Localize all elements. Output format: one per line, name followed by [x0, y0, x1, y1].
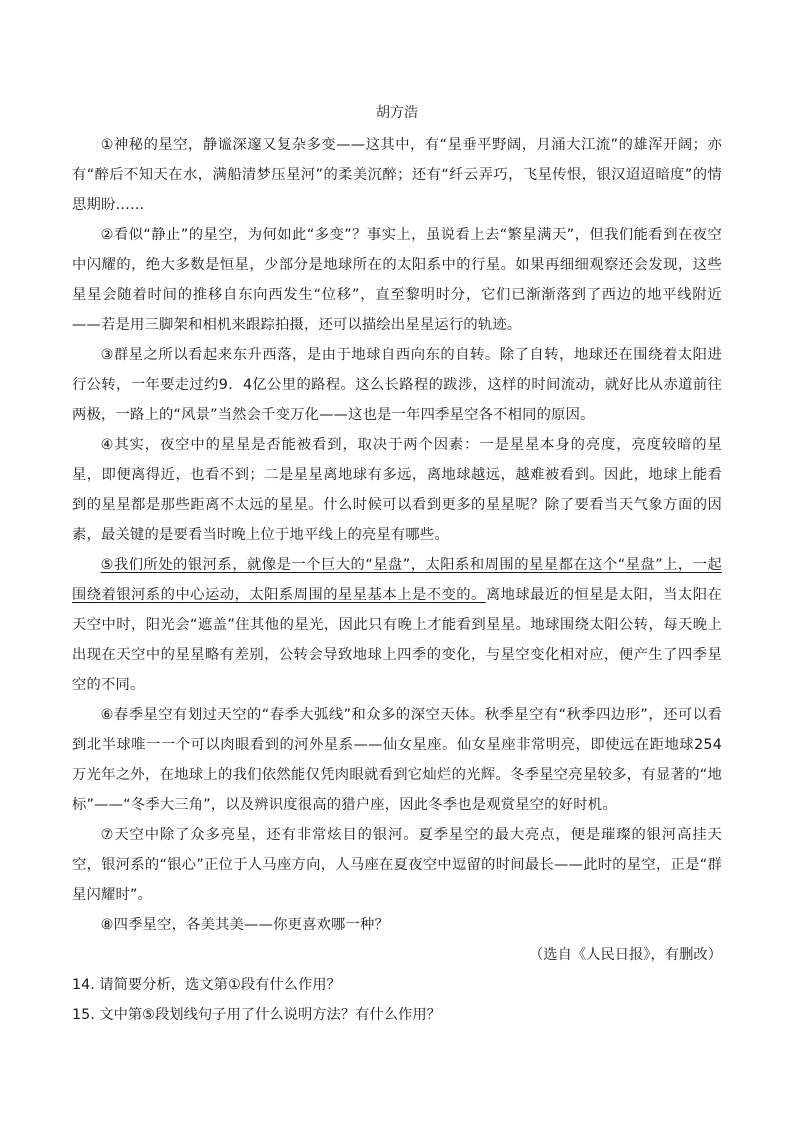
- paragraph-2: ②看似“静止”的星空，为何如此“多变”？事实上，虽说看上去“繁星满天”，但我们能看到在夜空中闪耀的，绝大多数是恒星，少部分是地球所在的太阳系中的行星。如果再细细观察还会发现，这些星星会随着时间的推移自东向西发生“位移”，直至黎明时分，它们已渐渐落到了西边的地平线附近——若是用三脚架和相机来跟踪拍摄，还可以描绘出星星运行的轨迹。: [72, 227, 722, 333]
- paragraph-3: ③群星之所以看起来东升西落，是由于地球自西向东的自转。除了自转，地球还在围绕着太阳进行公转，一年要走过约9．4亿公里的路程。这么长路程的跋涉，这样的时间流动，就好比从赤道前往两极，一路上的“风景”当然会千变万化——这也是一年四季星空各不相同的原因。: [72, 347, 722, 423]
- paragraph-1: ①神秘的星空，静谧深邃又复杂多变——这其中，有“星垂平野阔，月涌大江流”的雄浑开阔；亦有“醉后不知天在水，满船清梦压星河”的柔美沉醉；还有“纤云弄巧，飞星传恨，银汉迢迢暗度”的情思期盼……: [72, 137, 722, 213]
- underlined-sentence: ⑤我们所处的银河系，就像是一个巨大的“星盘”，太阳系和周围的星星都在这个“星盘”上，一起围绕着银河系的中心运动，太阳系周围的星星基本上是不变的。: [72, 557, 722, 603]
- source-citation: （选自《人民日报》，有删改）: [528, 947, 722, 963]
- paragraph-8: ⑧四季星空，各美其美——你更喜欢哪一种？: [100, 917, 390, 933]
- question-15: 15. 文中第⑤段划线句子用了什么说明方法？有什么作用？: [72, 1007, 441, 1023]
- paragraph-4: ④其实，夜空中的星星是否能被看到，取决于两个因素：一是星星本身的亮度，亮度较暗的星星，即便离得近，也看不到；二是星星离地球有多远，离地球越远，越难被看到。因此，地球上能看到的星星都是那些距离不太远的星星。什么时候可以看到更多的星星呢？除了要看当天气象方面的因素，最关键的是要看当时晚上位于地平线上的亮星有哪些。: [72, 437, 722, 543]
- author-name: 胡方浩: [376, 105, 418, 121]
- paragraph-6: ⑥春季星空有划过天空的“春季大弧线”和众多的深空天体。秋季星空有“秋季四边形”，还可以看到北半球唯一一个可以肉眼看到的河外星系——仙女星座。仙女星座非常明亮，即使远在距地球254万光年之外，在地球上的我们依然能仅凭肉眼就看到它灿烂的光辉。冬季星空亮星较多，有显著的“地标”——“冬季大三角”，以及辨识度很高的猎户座，因此冬季也是观赏星空的好时机。: [72, 707, 722, 813]
- paragraph-5: [72, 550, 722, 700]
- paragraph-7: ⑦天空中除了众多亮星，还有非常炫目的银河。夏季星空的最大亮点，便是璀璨的银河高挂天空，银河系的“银心”正位于人马座方向，人马座在夏夜空中逗留的时间最长——此时的星空，正是“群星闪耀时”。: [72, 827, 722, 903]
- article: [72, 98, 722, 1030]
- paragraph-5-rest: 离地球最近的恒星是太阳，当太阳在天空中时，阳光会“遮盖”住其他的星光，因此只有晚上才能看到星星。地球围绕太阳公转，每天晚上出现在天空中的星星略有差别，公转会导致地球上四季的变化，与星空变化相对应，便产生了四季星空的不同。: [72, 587, 722, 693]
- question-14: 14. 请简要分析，选文第①段有什么作用？: [72, 977, 341, 993]
